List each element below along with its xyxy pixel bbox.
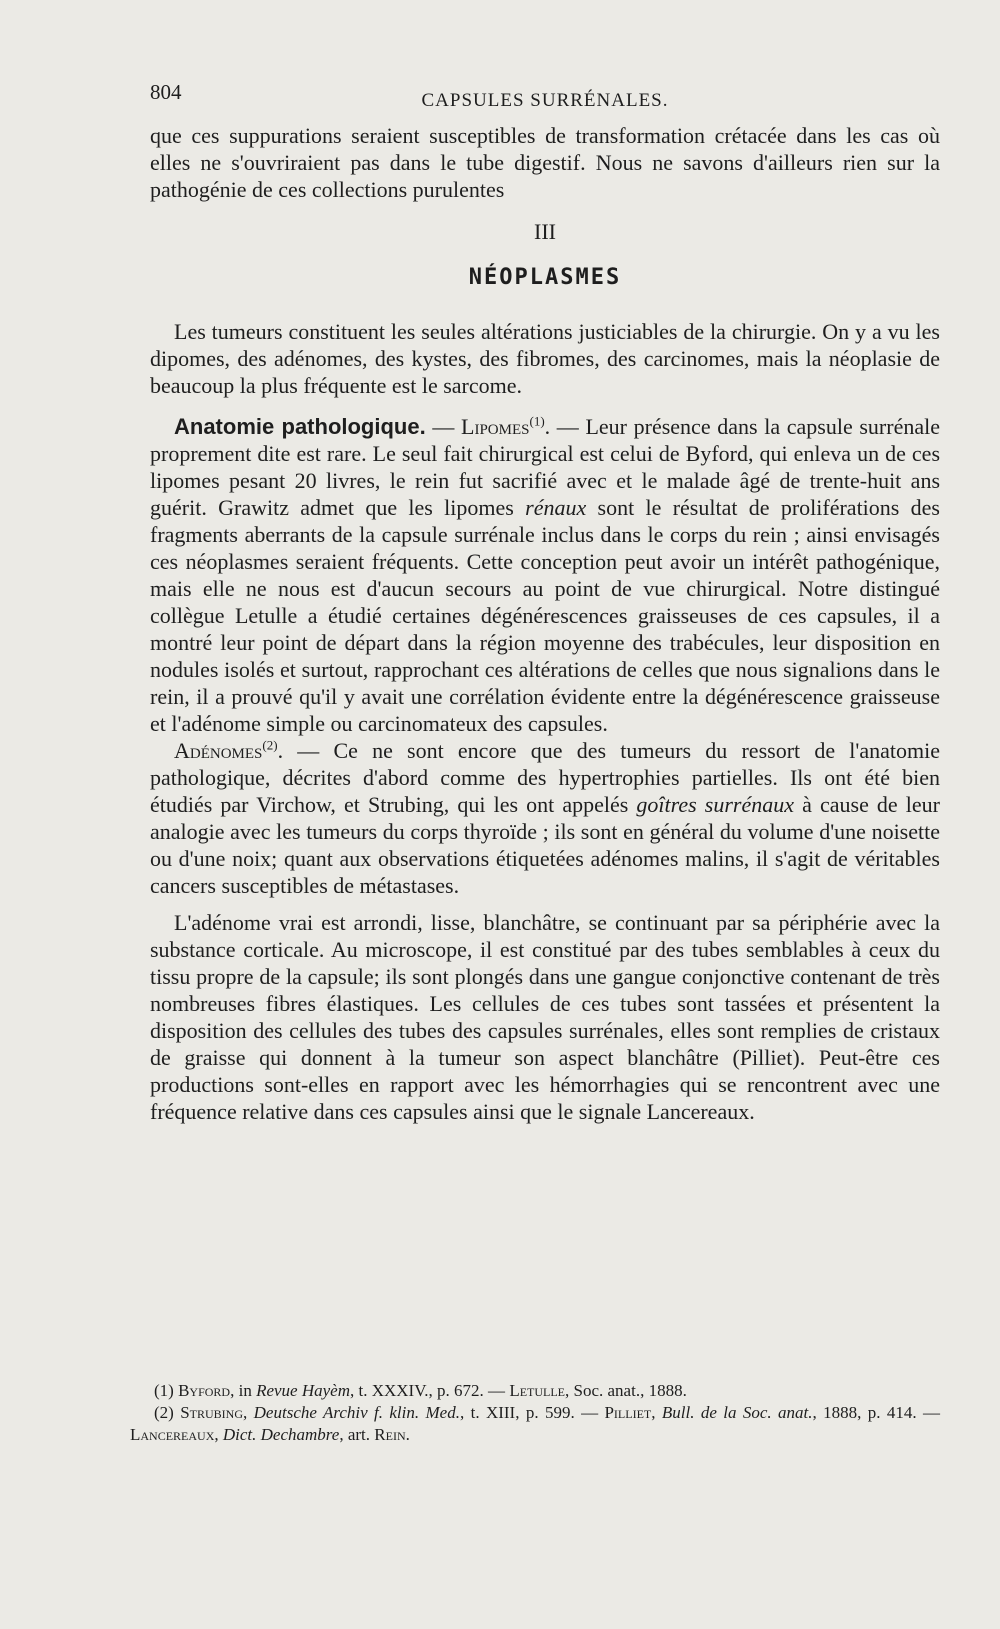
lipomes-label: Lipomes — [461, 414, 530, 439]
footnote-2 — [130, 1402, 940, 1446]
fn1-text-2: , t. XXXIV., p. 672. — — [350, 1381, 510, 1400]
fn2-author-1: Strubing — [180, 1403, 244, 1422]
adenomes-text-2: à cause de leur analogie avec les tumeurs du corps thyroïde ; ils sont en général du volume d'une noisette ou d'une noix; quant aux observations étiquetées adénomes malins, il s'agit de véritables cancers susceptibles de métastases. — [150, 792, 940, 898]
paragraph-intro: que ces suppurations seraient susceptibles de transformation crétacée dans les cas où elles ne s'ouvriraient pas dans le tube digestif. Nous ne savons d'ailleurs rien sur la pathogénie de ces collections purulentes — [150, 123, 940, 202]
fn2-journal-1: Deutsche Archiv f. klin. Med. — [253, 1403, 460, 1422]
fn2-text-3: , — [651, 1403, 662, 1422]
lipomes-text-1: . — Leur présence dans la capsule surrénale proprement dite est rare. Le seul fait chirurgical est celui de Byford, qui enleva un de ces lipomes pesant 20 livres, le rein fut sacrifié avec et le malade âgé de trente-huit ans guérit. Grawitz admet que les lipomes — [150, 414, 940, 520]
fn1-text-1: , in — [230, 1381, 257, 1400]
adenomes-italic: goîtres surrénaux — [636, 792, 795, 817]
fn1-text-3: , Soc. anat., 1888. — [565, 1381, 687, 1400]
footnote-ref-1: (1) — [529, 413, 545, 429]
paragraph-adenomes — [150, 737, 940, 899]
fn1-author-1: Byford — [178, 1381, 231, 1400]
footnote-mark-1: (1) — [154, 1381, 174, 1400]
page-header — [150, 80, 940, 110]
section-number: III — [534, 219, 556, 244]
subsection-heading: Anatomie pathologique. — [174, 414, 426, 439]
running-title: CAPSULES SURRÉNALES. — [421, 90, 669, 111]
main-text — [150, 122, 940, 1125]
fn2-text-1: , — [243, 1403, 254, 1422]
heading-dash: — — [425, 414, 462, 439]
section-title: NÉOPLASMES — [468, 265, 622, 290]
fn2-text-7: . — [405, 1425, 410, 1444]
lipomes-italic: rénaux — [525, 495, 587, 520]
fn2-journal-3: Dict. Dechambre — [222, 1425, 340, 1444]
fn1-journal-1: Revue Hayèm — [256, 1381, 350, 1400]
paragraph-tumeurs: Les tumeurs constituent les seules altérations justiciables de la chirurgie. On y a vu les dipomes, des adénomes, des kystes, des fibromes, des carcinomes, mais la néoplasie de beaucoup la plus fréquente est le sarcome. — [150, 319, 940, 398]
adenomes-label: Adénomes — [174, 738, 263, 763]
lipomes-text-2: sont le résultat de proliférations des fragments aberrants de la capsule surrénale inclus dans le corps du rein ; ainsi envisagés ces néoplasmes seraient fréquents. Cette conception peut avoir un intérêt pathogénique, mais elle ne nous est d'aucun secours au point de vue chirurgical. Notre distingué collègue Letulle a étudié certaines dégénérescences graisseuses de ces capsules, il a montré leur point de départ dans la région moyenne des trabécules, leur disposition en nodules isolés et surtout, rapprochant ces altérations de celles que nous signalions dans le rein, il a prouvé qu'il y avait une corrélation évidente entre la dégénérescence graisseuse et l'adénome simple ou carcinomateux des capsules. — [150, 495, 940, 736]
fn2-author-2: Pilliet — [604, 1403, 652, 1422]
fn2-text-4: , 1888, p. 414. — — [812, 1403, 941, 1422]
adenomes-text-1: . — Ce ne sont encore que des tumeurs du ressort de l'anatomie pathologique, décrites d'abord comme des hypertrophies partielles. Ils ont été bien étudiés par Virchow, et Strubing, qui les ont appelés — [150, 738, 940, 817]
paragraph-lipomes — [150, 413, 940, 737]
footnote-ref-2: (2) — [262, 737, 278, 753]
paragraph-adenome-vrai: L'adénome vrai est arrondi, lisse, blanchâtre, se continuant par sa périphérie avec la substance corticale. Au microscope, il est constitué par des tubes semblables à ceux du tissu propre de la capsule; ils sont plongés dans une gangue conjonctive contenant de très nombreuses fibres élastiques. Les cellules de ces tubes sont tassées et présentent la disposition des cellules des tubes des capsules surrénales, elles sont remplies de cristaux de graisse qui donnent à la tumeur son aspect blanchâtre (Pilliet). Peut-être ces productions sont-elles en rapport avec les hémorrhagies qui se rencontrent avec une fréquence relative dans ces capsules ainsi que le signale Lancereaux. — [150, 910, 940, 1124]
fn2-journal-2: Bull. de la Soc. anat. — [661, 1403, 813, 1422]
fn2-text-5: , — [214, 1425, 223, 1444]
page-number: 804 — [150, 80, 182, 104]
fn2-text-6: , art. — [339, 1425, 375, 1444]
fn2-author-3: Lancereaux — [130, 1425, 215, 1444]
footnote-1 — [130, 1380, 940, 1402]
fn2-tail: Rein — [374, 1425, 406, 1444]
fn1-author-2: Letulle — [509, 1381, 566, 1400]
footnote-mark-2: (2) — [154, 1403, 174, 1422]
footnotes — [130, 1380, 940, 1446]
fn2-text-2: , t. XIII, p. 599. — — [459, 1403, 605, 1422]
